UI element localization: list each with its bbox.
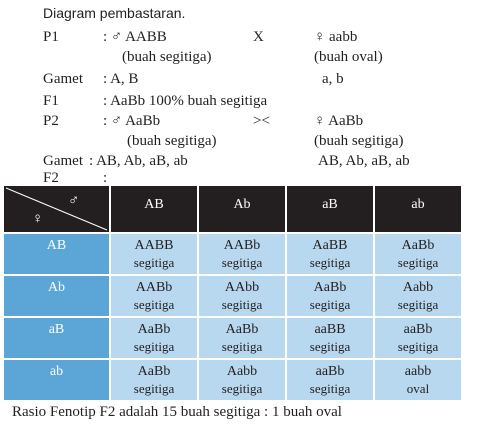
corner-diagonal: [4, 186, 109, 232]
offspring-genotype: AABb: [135, 280, 173, 295]
gamet1-male: : A, B: [103, 71, 139, 87]
p1-male-genotype: : ♂ AABB: [103, 29, 167, 45]
offspring-genotype: AaBb: [137, 364, 171, 379]
offspring-genotype: AAbb: [224, 280, 260, 295]
row-header-gamete: ab: [4, 360, 109, 400]
offspring-genotype: AaBb: [225, 322, 259, 337]
p1-female-genotype: ♀ aabb: [314, 29, 358, 45]
offspring-phenotype: segitiga: [221, 297, 263, 312]
offspring-genotype: aaBB: [314, 322, 346, 337]
offspring-cell: [199, 360, 285, 400]
offspring-phenotype: oval: [406, 381, 430, 396]
offspring-phenotype: segitiga: [221, 255, 263, 270]
offspring-cell: [287, 318, 373, 358]
row-header-gamete: aB: [4, 318, 109, 358]
offspring-cell: [111, 360, 197, 400]
offspring-phenotype: segitiga: [221, 339, 263, 354]
p1-female-phenotype: (buah oval): [314, 49, 383, 65]
gamet2-female: AB, Ab, aB, ab: [318, 153, 410, 169]
offspring-cell: [375, 234, 461, 274]
offspring-genotype: aaBb: [315, 364, 345, 379]
offspring-cell: [111, 234, 197, 274]
f2-label: F2: [43, 170, 59, 186]
offspring-phenotype: segitiga: [309, 255, 351, 270]
p2-male-phenotype: (buah segitiga): [127, 133, 217, 149]
offspring-cell: [375, 318, 461, 358]
offspring-genotype: AaBb: [137, 322, 171, 337]
offspring-phenotype: segitiga: [133, 297, 175, 312]
offspring-genotype: AaBb: [401, 238, 435, 253]
offspring-cell: [199, 234, 285, 274]
cross-symbol: X: [253, 29, 264, 45]
offspring-phenotype: segitiga: [221, 381, 263, 396]
column-header-gamete: AB: [111, 186, 197, 232]
offspring-phenotype: segitiga: [133, 381, 175, 396]
offspring-cell: [287, 360, 373, 400]
phenotype-ratio: Rasio Fenotip F2 adalah 15 buah segitiga : 1 buah oval: [12, 404, 342, 420]
f1-result: : AaBb 100% buah segitiga: [103, 93, 268, 109]
column-header-gamete: Ab: [199, 186, 285, 232]
p2-male-genotype: : ♂ AaBb: [103, 113, 161, 129]
table-corner: [4, 186, 109, 232]
punnett-square: [4, 186, 483, 400]
offspring-cell: [111, 318, 197, 358]
offspring-genotype: AABb: [223, 238, 261, 253]
offspring-phenotype: segitiga: [309, 381, 351, 396]
offspring-genotype: Aabb: [402, 280, 434, 295]
offspring-cell: [287, 276, 373, 316]
gamet2-male: : AB, Ab, aB, ab: [89, 153, 188, 169]
p1-male-phenotype: (buah segitiga): [122, 49, 212, 65]
offspring-cell: [375, 276, 461, 316]
offspring-phenotype: segitiga: [309, 297, 351, 312]
offspring-phenotype: segitiga: [133, 255, 175, 270]
offspring-genotype: AABB: [134, 238, 174, 253]
gamet1-label: Gamet: [43, 71, 83, 87]
offspring-phenotype: segitiga: [133, 339, 175, 354]
p2-label: P2: [43, 113, 59, 129]
offspring-cell: [287, 234, 373, 274]
gamet2-label: Gamet: [43, 153, 83, 169]
offspring-genotype: aaBb: [403, 322, 433, 337]
offspring-cell: [199, 318, 285, 358]
offspring-genotype: AaBb: [313, 280, 347, 295]
row-header-gamete: AB: [4, 234, 109, 274]
p2-female-genotype: ♀ AaBb: [314, 113, 364, 129]
row-header-gamete: Ab: [4, 276, 109, 316]
offspring-genotype: aabb: [404, 364, 432, 379]
offspring-genotype: Aabb: [226, 364, 258, 379]
f1-label: F1: [43, 93, 59, 109]
offspring-phenotype: segitiga: [397, 297, 439, 312]
gamet1-female: a, b: [322, 71, 344, 87]
column-header-gamete: aB: [287, 186, 373, 232]
offspring-genotype: AaBB: [312, 238, 348, 253]
cross-symbol: ><: [253, 113, 270, 129]
diagram-title: Diagram pembastaran.: [43, 5, 186, 21]
offspring-cell: [375, 360, 461, 400]
column-header-gamete: ab: [375, 186, 461, 232]
p1-label: P1: [43, 29, 59, 45]
offspring-phenotype: segitiga: [397, 339, 439, 354]
offspring-cell: [111, 276, 197, 316]
p2-female-phenotype: (buah segitiga): [314, 133, 404, 149]
f2-colon: :: [103, 170, 108, 186]
offspring-phenotype: segitiga: [397, 255, 439, 270]
male-symbol-icon: ♂: [68, 193, 80, 209]
offspring-phenotype: segitiga: [309, 339, 351, 354]
female-symbol-icon: ♀: [32, 211, 44, 227]
offspring-cell: [199, 276, 285, 316]
